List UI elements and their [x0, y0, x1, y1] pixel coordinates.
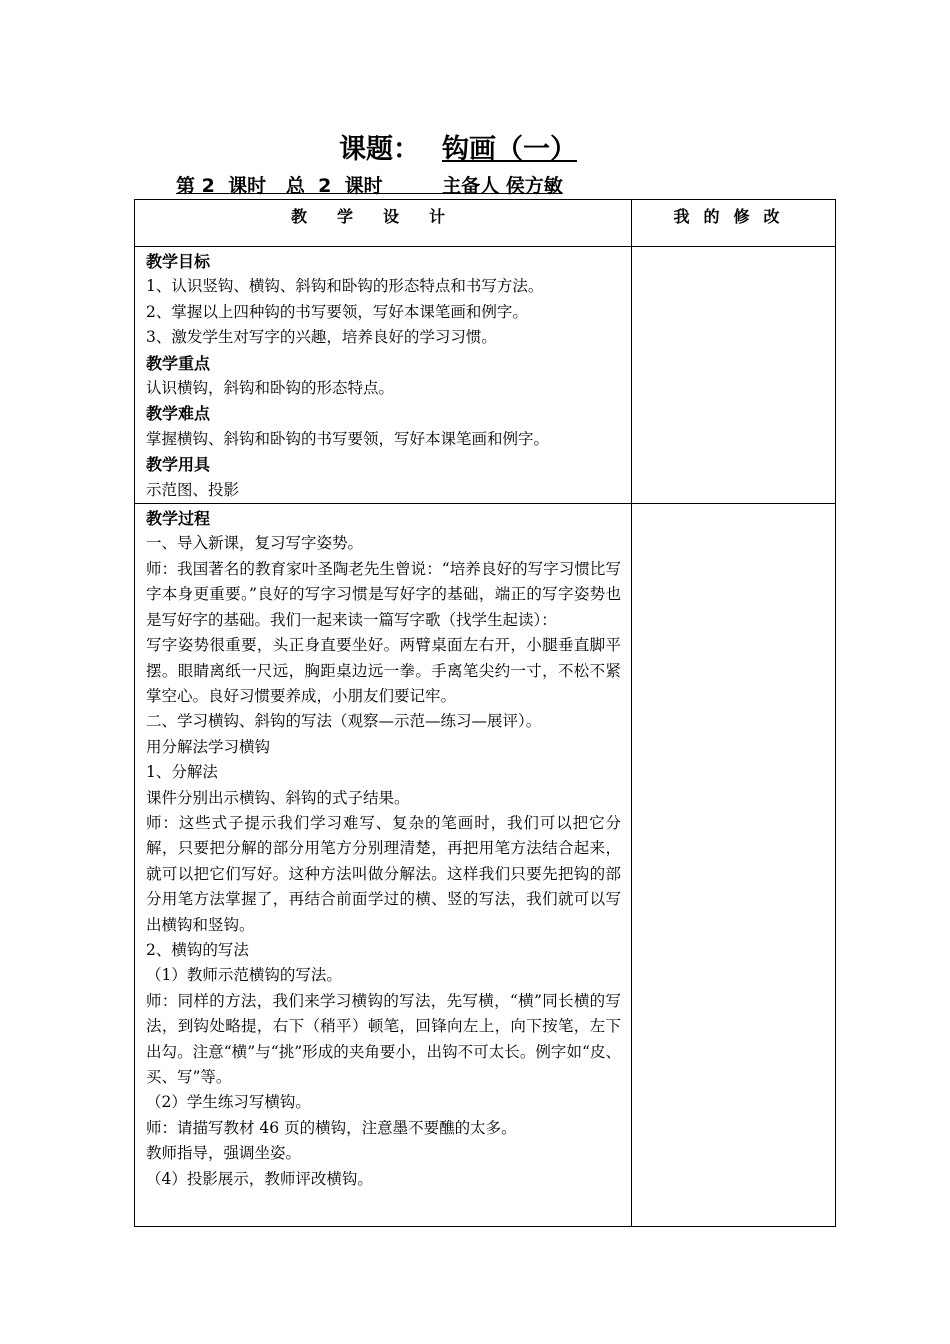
process-paragraph: 师：我国著名的教育家叶圣陶老先生曾说：“培养良好的写字习惯比写字本身更重要。”良好的写字习惯是写好字的基础，端正的写字姿势也是写好字的基础。我们一起来读一篇写字歌（找学生起读）：: [146, 559, 621, 629]
lesson-meta: 第 2 课时 总 2 课时 主备人 侯方敏: [176, 175, 563, 197]
design-cell-process: [135, 504, 632, 1227]
process-paragraph: 二、学习横钩、斜钩的写法（观察—示范—练习—展评）。: [146, 712, 542, 731]
process-paragraph: 用分解法学习横钩: [146, 737, 271, 756]
key-heading: 教学重点: [146, 353, 211, 373]
tools-heading: 教学用具: [146, 455, 211, 475]
difficulty-heading: 教学难点: [146, 404, 211, 424]
process-paragraph: 课件分别出示横钩、斜钩的式子结果。: [146, 788, 410, 807]
lesson-name: 钩画（一）: [442, 134, 577, 165]
title-label: 课题：: [339, 134, 420, 165]
process-paragraph: 师：同样的方法，我们来学习横钩的写法，先写横，“横”同长横的写法，到钩处略提，右下（稍平）顿笔，回锋向左上，向下按笔，左下出勾。注意“横”与“挑”形成的夹角要小，出钩不可太长。例字如“皮、买、写”等。: [146, 991, 621, 1086]
column-header-revision: 我的修改: [632, 200, 836, 247]
process-paragraph: 师：这些式子提示我们学习难写、复杂的笔画时，我们可以把它分解，只要把分解的部分用笔方分别理清楚，再把用笔方法结合起来，就可以把它们写好。这种方法叫做分解法。这样我们只要先把钩的部分用笔方法掌握了，再结合前面学过的横、竖的写法，我们就可以写出横钩和竖钩。: [146, 813, 621, 934]
column-header-design: 教学设计: [135, 200, 632, 247]
process-paragraph: （1）教师示范横钩的写法。: [146, 966, 342, 985]
process-paragraph: 师：请描写教材 46 页的横钩，注意墨不要醮的太多。: [146, 1118, 517, 1137]
tools-text: 示范图、投影: [146, 480, 240, 499]
goal-item: 1、认识竖钩、横钩、斜钩和卧钩的形态特点和书写方法。: [146, 277, 544, 296]
process-heading: 教学过程: [146, 509, 211, 529]
goal-item: 2、掌握以上四种钩的书写要领，写好本课笔画和例字。: [146, 302, 528, 321]
revision-cell-objectives[interactable]: [632, 247, 836, 504]
process-paragraph: 1、分解法: [146, 763, 218, 782]
design-cell-objectives: [135, 247, 632, 504]
goal-item: 3、激发学生对写字的兴趣，培养良好的学习习惯。: [146, 328, 497, 347]
process-paragraph: 2、横钩的写法: [146, 940, 249, 959]
lesson-plan-table: [134, 199, 836, 1227]
process-paragraph: 写字姿势很重要，头正身直要坐好。两臂桌面左右开，小腿垂直脚平摆。眼睛离纸一尺远，胸距桌边远一拳。手离笔尖约一寸，不松不紧掌空心。良好习惯要养成，小朋友们要记牢。: [146, 636, 621, 705]
process-paragraph: 教师指导，强调坐姿。: [146, 1144, 302, 1163]
key-text: 认识横钩，斜钩和卧钩的形态特点。: [146, 379, 395, 398]
lesson-title: [0, 132, 950, 168]
goals-heading: 教学目标: [146, 252, 211, 271]
difficulty-text: 掌握横钩、斜钩和卧钩的书写要领，写好本课笔画和例字。: [146, 429, 550, 448]
revision-cell-process[interactable]: [632, 504, 836, 1227]
process-paragraph: （4）投影展示，教师评改横钩。: [146, 1169, 373, 1188]
process-paragraph: （2）学生练习写横钩。: [146, 1093, 311, 1112]
process-paragraph: 一、导入新课，复习写字姿势。: [146, 534, 364, 553]
